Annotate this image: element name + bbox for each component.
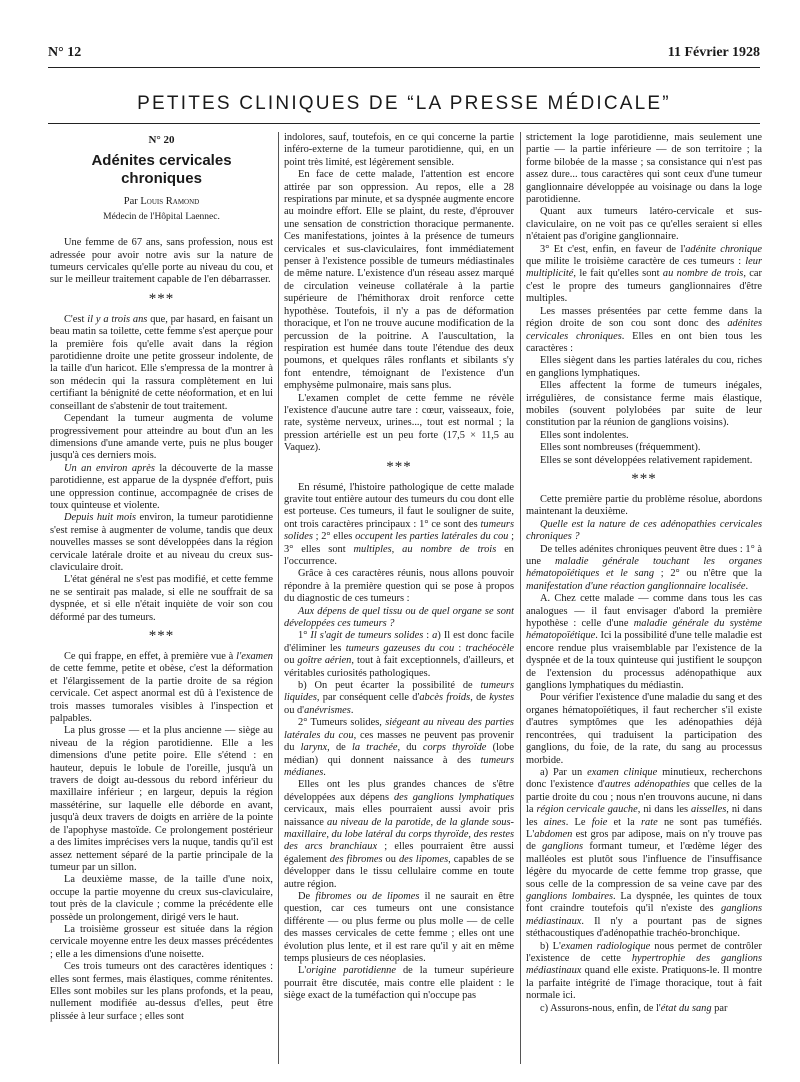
byline-prefix: Par xyxy=(123,196,138,208)
paragraph: indolores, sauf, toutefois, en ce qui concerne la partie inféro-externe de la tumeur parotidienne, qui, en un point très limité, est légèrement sensible. xyxy=(284,132,514,168)
asterism: *** xyxy=(148,290,175,307)
paragraph: La deuxième masse, de la taille d'une noix, occupe la partie moyenne du creux sus-claviculaire, tout près de la clavicule ; comme la précédente elle possède un prolongement, dirigé vers le haut. xyxy=(50,874,273,923)
paragraph: 1° Il s'agit de tumeurs solides : a) Il est donc facile d'éliminer les tumeurs gazeuses du cou : trachéocèle ou goître aérien, tout à fait exceptionnels, d'ailleurs, et véritables curiosités pathologiques. xyxy=(284,630,514,679)
paragraph: C'est il y a trois ans que, par hasard, en faisant un beau matin sa toilette, cette femme s'est aperçue pour la première fois qu'elle avait dans la région parotidienne droite une petite grosseur indolente, de la taille d'un haricot. Elle s'empressa de la montrer à son médecin qui la rassura complètement en lui certifiant la bénignité de cette néoformation, et en lui conseillant de s'abstenir de tout traitement. xyxy=(50,313,273,412)
paragraph: La plus grosse — et la plus ancienne — siège au niveau de la région parotidienne. Elle a les dimensions d'une petite poire. Elle s'étend : en hauteur, depuis le lobule de l'oreille, jusqu'à un travers de doigt au-dessous du rebord inférieur du maxillaire inférieur ; en largeur, depuis la région massétérine, sur laquelle elle déborde en avant, jusqu'à deux travers de doigts en arrière de la pointe de l'apophyse mastoïde. Ce prolongement postérieur a des limites imprécises vers la nuque, tandis qu'il est assez nettement séparé de la partie principale de la tumeur par un sillon. xyxy=(50,725,273,873)
header-rule xyxy=(48,67,760,68)
asterism: *** xyxy=(631,470,657,487)
list-item: Elles sont indolentes. xyxy=(540,429,629,441)
paragraph: Ce qui frappe, en effet, à première vue à l'examen de cette femme, petite et obèse, c'est la déformation et l'élargissement de la partie droite de sa région cervicale. Cet aspect anormal est dû à l'existence de trois masses tumorales visibles à l'inspection et palpables. xyxy=(50,651,273,725)
paragraph: 3° Et c'est, enfin, en faveur de l'adénite chronique que milite le troisième caractère de ces tumeurs : leur multiplicité, le fait qu'elles sont au nombre de trois, car c'est le propre des tumeurs ganglionnaires d'être multiples. xyxy=(526,243,762,305)
paragraph: Quant aux tumeurs latéro-cervicale et sus-claviculaire, on ne voit pas ce qu'elles seraient si elles n'étaient pas d'origine ganglionnaire. xyxy=(526,206,762,243)
paragraph: Ces trois tumeurs ont des caractères identiques : elles sont fermes, mais élastiques, comme rénitentes. Elles sont mobiles sur les plans profonds, et la peau, nullement modifiée au-dessus d'elles, peut être plissée à leur surface ; elles sont xyxy=(50,961,273,1022)
paragraph: A. Chez cette malade — comme dans tous les cas analogues — il faut envisager d'abord la première hypothèse : celle d'une maladie générale du système hématopoïétique. Ici la possibilité d'une telle maladie est encore rendue plus vraisemblable par l'existence de la dyspnée et de la toux quinteuse qui justifient le soupçon de l'extension du processus adénopathique aux ganglions lymphatiques du médiastin. xyxy=(526,593,762,692)
author-affiliation: Médecin de l'Hôpital Laennec. xyxy=(103,211,220,222)
paragraph: De telles adénites chroniques peuvent être dues : 1° à une maladie générale touchant les organes hématopoïétiques et le sang ; 2° ou n'être que la manifestation d'une réaction ganglionnaire localisée. xyxy=(526,543,762,592)
list-item: Elles se sont développées relativement rapidement. xyxy=(540,454,753,466)
paragraph: c) Assurons-nous, enfin, de l'état du sang par xyxy=(540,1002,728,1014)
paragraph: La troisième grosseur est située dans la région cervicale moyenne entre les deux masses précédentes ; elle a les dimensions d'une noisette. xyxy=(50,923,273,960)
asterism: *** xyxy=(148,628,175,644)
column-3 xyxy=(526,132,762,1064)
paragraph: Depuis huit mois environ, la tumeur parotidienne s'est remise à augmenter de volume, tandis que deux nouvelles masses se sont développées dans la région cervicale latérale droite et au niveau du creux sus-claviculaire droit. xyxy=(50,512,273,573)
page-header xyxy=(48,45,760,67)
author-name: Louis Ramond xyxy=(140,196,200,208)
paragraph: Pour vérifier l'existence d'une maladie du sang et des organes hématopoïétiques, il faut rechercher s'il existe d'autres symptômes que les adénopathies déjà rencontrées, qui traduisent la participation des ganglions, du foie, de la rate, du sang au processus morbide. xyxy=(526,692,762,766)
paragraph: En face de cette malade, l'attention est encore attirée par son oppression. Au repos, elle a 28 respirations par minute, et sa dyspnée augmente encore au moindre effort. Elle se plaint, du reste, d'éprouver une sensation de constriction thoracique permanente. Ces manifestations, jointes à la présence de tumeurs cervicales et sus-claviculaires, font immédiatement penser à l'existence possible de tumeurs médiastinales de même nature. L'existence d'un réseau assez marqué de circulation veineuse collatérale à la partie supérieure de l'hémithorax droit renforce cette hypothèse. Toutefois, il n'y a pas de déformation thoracique, et l'on ne trouve aucune modification de la percussion de la poitrine. A l'auscultation, la respiration est humée dans toute l'étendue des deux poumons, et quelques râles ronflants et sibilants s'y font entendre, témoignant de l'existence d'un emphysème pulmonaire, mais sans plus. xyxy=(284,169,514,392)
column-1 xyxy=(50,132,273,1064)
paragraph: 2° Tumeurs solides, siégeant au niveau des parties latérales du cou, ces masses ne peuvent pas provenir du larynx, de la trachée, du corps thyroïde (lobe médian) qui donnent naissance à des tumeurs médianes. xyxy=(284,717,514,778)
asterism: *** xyxy=(386,458,412,475)
column-2 xyxy=(284,132,514,1064)
article-number: N° 20 xyxy=(148,134,175,146)
section-title: PETITES CLINIQUES DE “LA PRESSE MÉDICALE” xyxy=(137,93,671,114)
paragraph: b) L'examen radiologique nous permet de contrôler l'existence de cette hypertrophie des ganglions médiastinaux quand elle existe. Pratiquons-le. Il montre la parfaite intégrité de l'image thoracique, tout à fait normale ici. xyxy=(526,940,762,1002)
list-item: Elles siègent dans les parties latérales du cou, riches en ganglions lymphatiques. xyxy=(526,355,762,379)
paragraph: Elles ont les plus grandes chances de s'être développées aux dépens des ganglions lymphatiques cervicaux, mais elles pourraient aussi avoir pris naissance au niveau de la parotide, de la glande sous-maxillaire, du lobe latéral du corps thyroïde, des restes des arcs branchiaux ; elles pourraient être aussi également des fibromes ou des lipomes, capables de se développer dans le tissu cellulaire comme en toute autre région. xyxy=(284,779,514,890)
paragraph: Cependant la tumeur augmenta de volume progressivement pour atteindre au bout d'un an les dimensions d'une amande verte, puis ne plus bouger jusqu'à ces derniers mois. xyxy=(50,413,273,462)
byline xyxy=(50,196,273,208)
paragraph: L'origine parotidienne de la tumeur supérieure pourrait être discutée, mais contre elle plaident : le siège exact de la tuméfaction qui n'occupe pas xyxy=(284,965,514,1002)
paragraph: Une femme de 67 ans, sans profession, nous est adressée pour avoir notre avis sur la nature de tumeurs cervicales qu'elle porte au niveau du cou, et sur le meilleur traitement capable de l'en débarrasser. xyxy=(50,237,273,286)
paragraph: a) Par un examen clinique minutieux, recherchons donc l'existence d'autres adénopathies que celles de la partie droite du cou ; nous n'en trouvons aucune, ni dans la région cervicale gauche, ni dans les aisselles, ni dans les aines. Le foie et la rate ne sont pas tuméfiés. L'abdomen est gros par adipose, mais on n'y trouve pas de ganglions formant tumeur, et l'œdème léger des malléoles est plutôt sous l'influence de l'insuffisance légère du myocarde de cette femme trop grasse, que sous celle de la compression de sa veine cave par des ganglions lombaires. La dyspnée, les quintes de toux font craindre toutefois qu'il n'existe des ganglions médiastinaux. Il n'y a pourtant pas de signes stéthacoustiques d'adénopathie trachéo-bronchique. xyxy=(526,766,762,940)
paragraph: De fibromes ou de lipomes il ne saurait en être question, car ces tumeurs ont une consistance différente — ou plus ferme ou plus molle — de celle des masses cervicales de cette femme ; elles ont une évolution plus lente, et il est rare qu'il y ait en même temps plusieurs de ces néoplasies. xyxy=(284,890,514,964)
column-divider-2 xyxy=(520,132,521,1064)
question: Aux dépens de quel tissu ou de quel organe se sont développées ces tumeurs ? xyxy=(284,605,514,630)
paragraph: En résumé, l'histoire pathologique de cette malade gravite tout entière autour des tumeurs du cou dont elle est porteuse. Ces tumeurs, il faut le souligner de suite, ont trois caractères principaux : 1° ce sont des tumeurs solides ; 2° elles occupent les parties latérales du cou ; 3° elles sont multiples, au nombre de trois en l'occurrence. xyxy=(284,481,514,567)
paragraph: L'examen complet de cette femme ne révèle l'existence d'aucune autre tare : cœur, vaisseaux, foie, rate, système nerveux, urines..., tout est normal ; la pression artérielle est un peu forte (17,5 × 11,5 au Vaquez). xyxy=(284,392,514,454)
article-title: Adénites cervicales chroniques xyxy=(91,152,232,188)
issue-date: 11 Février 1928 xyxy=(667,45,760,60)
list-item: Elles affectent la forme de tumeurs inégales, irrégulières, de consistance ferme mais élastique, mobiles (souvent polylobées par suite de leur constitution par la réunion de ganglions voisins). xyxy=(526,380,762,429)
paragraph: L'état général ne s'est pas modifié, et cette femme ne se sentirait pas malade, si elle ne souffrait de sa dyspnée, et si elle n'était inquiète de voir son cou déformé par des tumeurs. xyxy=(50,574,273,623)
title-rule xyxy=(48,123,760,124)
column-divider-1 xyxy=(278,132,279,1064)
paragraph: strictement la loge parotidienne, mais seulement une partie — la partie inférieure — de son territoire ; la forme bilobée de la masse ; sa consistance qui n'est pas assez dure... tous caractères qui sont ceux d'une tumeur ganglionnaire développée au voisinage ou dans la loge parotidienne. xyxy=(526,132,762,206)
list-item: Elles sont nombreuses (fréquemment). xyxy=(540,442,701,454)
paragraph: Grâce à ces caractères réunis, nous allons pouvoir répondre à la première question qui se pose à propos du diagnostic de ces tumeurs : xyxy=(284,568,514,605)
paragraph: Cette première partie du problème résolue, abordons maintenant la deuxième. xyxy=(526,493,762,518)
issue-number: N° 12 xyxy=(48,45,82,60)
paragraph: Un an environ après la découverte de la masse parotidienne, est apparue de la dyspnée d'effort, puis une oppression continue, accompagnée de crises de toux quinteuse et violente. xyxy=(50,462,273,511)
paragraph: b) On peut écarter la possibilité de tumeurs liquides, par conséquent celle d'abcès froids, de kystes ou d'anévrismes. xyxy=(284,680,514,716)
paragraph: Les masses présentées par cette femme dans la région droite de son cou sont donc des adénites cervicales chroniques. Elles en ont bien tous les caractères : xyxy=(526,305,762,354)
question: Quelle est la nature de ces adénopathies cervicales chroniques ? xyxy=(526,518,762,543)
